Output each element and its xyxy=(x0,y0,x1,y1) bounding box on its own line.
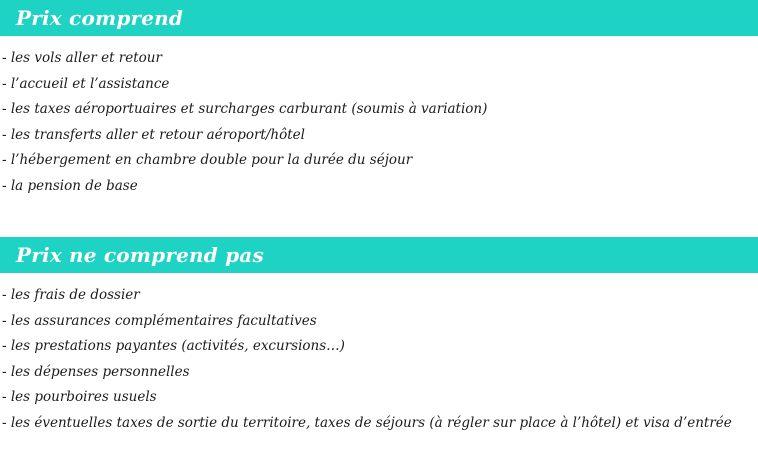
section-price-included xyxy=(0,0,758,193)
section-price-excluded xyxy=(0,237,758,430)
section-header-included xyxy=(0,0,758,36)
list-item: - les taxes aéroportuaires et surcharges carburant (soumis à variation) xyxy=(2,101,488,117)
list-item: - les transferts aller et retour aéroport/hôtel xyxy=(2,126,305,143)
section-body-included xyxy=(0,36,758,193)
section-title: Prix ne comprend pas xyxy=(16,243,264,267)
section-body-excluded xyxy=(0,273,758,430)
section-gap xyxy=(0,205,758,237)
section-title: Prix comprend xyxy=(16,6,184,30)
list-item: - les frais de dossier xyxy=(2,287,140,303)
list-item: - les vols aller et retour xyxy=(2,50,162,66)
list-item: - l’accueil et l’assistance xyxy=(2,75,170,92)
list-item: - la pension de base xyxy=(2,177,138,194)
list-item: - l’hébergement en chambre double pour la durée du séjour xyxy=(2,152,413,168)
list-item: - les prestations payantes (activités, excursions…) xyxy=(2,338,345,354)
section-header-excluded xyxy=(0,237,758,273)
list-item: - les dépenses personnelles xyxy=(2,363,190,380)
list-item: - les éventuelles taxes de sortie du territoire, taxes de séjours (à régler sur place à l’hôtel) et visa d’entrée xyxy=(2,414,732,431)
list-item: - les pourboires usuels xyxy=(2,389,157,405)
list-item: - les assurances complémentaires facultatives xyxy=(2,312,317,329)
